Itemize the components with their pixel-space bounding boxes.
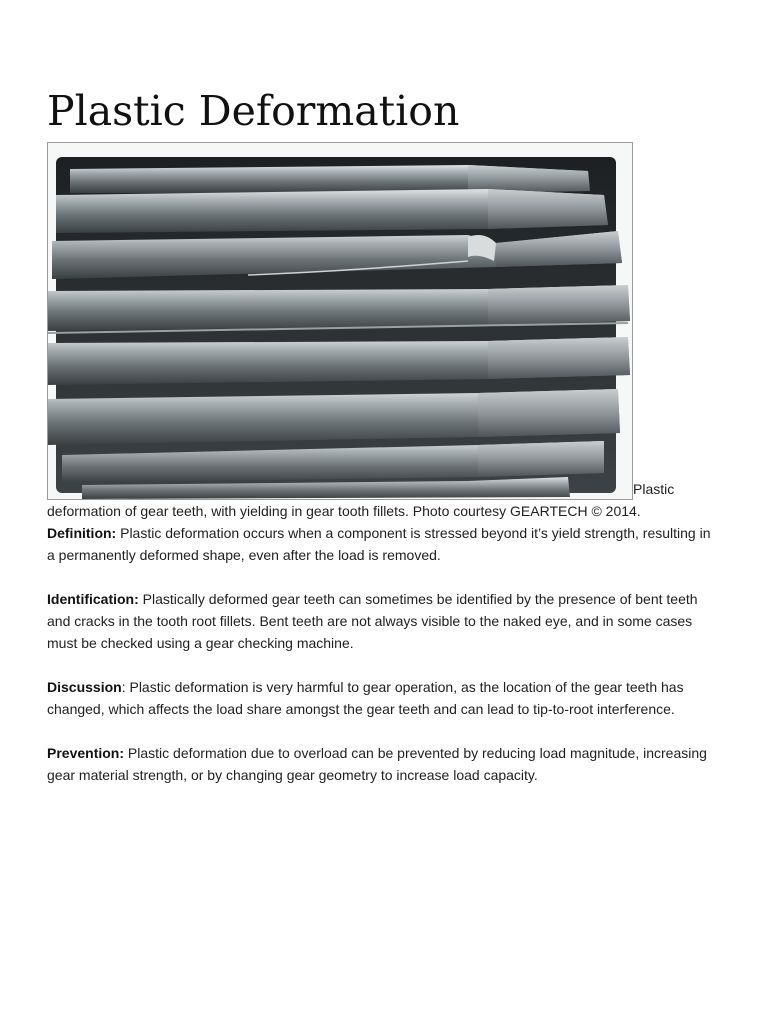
- discussion-paragraph: [47, 676, 722, 720]
- paragraph-spacer: [47, 654, 722, 676]
- page-title: Plastic Deformation: [47, 87, 460, 135]
- paragraph-spacer: [47, 720, 722, 742]
- identification-label: Identification:: [47, 591, 139, 607]
- definition-label: Definition:: [47, 525, 117, 541]
- prevention-text: Plastic deformation due to overload can be prevented by reducing load magnitude, increasing gear material strength, or by changing gear geometry to increase load capacity.: [47, 745, 707, 783]
- prevention-paragraph: [47, 742, 722, 786]
- photo-caption: deformation of gear teeth, with yielding in gear tooth fillets. Photo courtesy GEARTECH © 2014.: [47, 503, 641, 519]
- discussion-label: Discussion: [47, 679, 122, 695]
- gear-teeth-photo: [47, 142, 633, 500]
- figure-paragraph: [47, 142, 722, 522]
- identification-paragraph: [47, 588, 722, 654]
- prevention-label: Prevention:: [47, 745, 125, 761]
- definition-text: Plastic deformation occurs when a component is stressed beyond it’s yield strength, resulting in a permanently deformed shape, even after the load is removed.: [47, 525, 711, 563]
- discussion-text: : Plastic deformation is very harmful to gear operation, as the location of the gear teeth has changed, which affects the load share amongst the gear teeth and can lead to tip-to-root interference.: [47, 679, 684, 717]
- photo-caption-start: Plastic: [633, 481, 675, 497]
- paragraph-spacer: [47, 566, 722, 588]
- article-body: [47, 142, 722, 786]
- gear-tooth: [56, 189, 608, 233]
- identification-text: Plastically deformed gear teeth can sometimes be identified by the presence of bent teeth and cracks in the tooth root fillets. Bent teeth are not always visible to the naked eye, and in some cases must be checked using a gear checking machine.: [47, 591, 698, 651]
- definition-paragraph: [47, 522, 722, 566]
- gear-tooth: [70, 165, 590, 193]
- gear-teeth-illustration: [48, 143, 632, 499]
